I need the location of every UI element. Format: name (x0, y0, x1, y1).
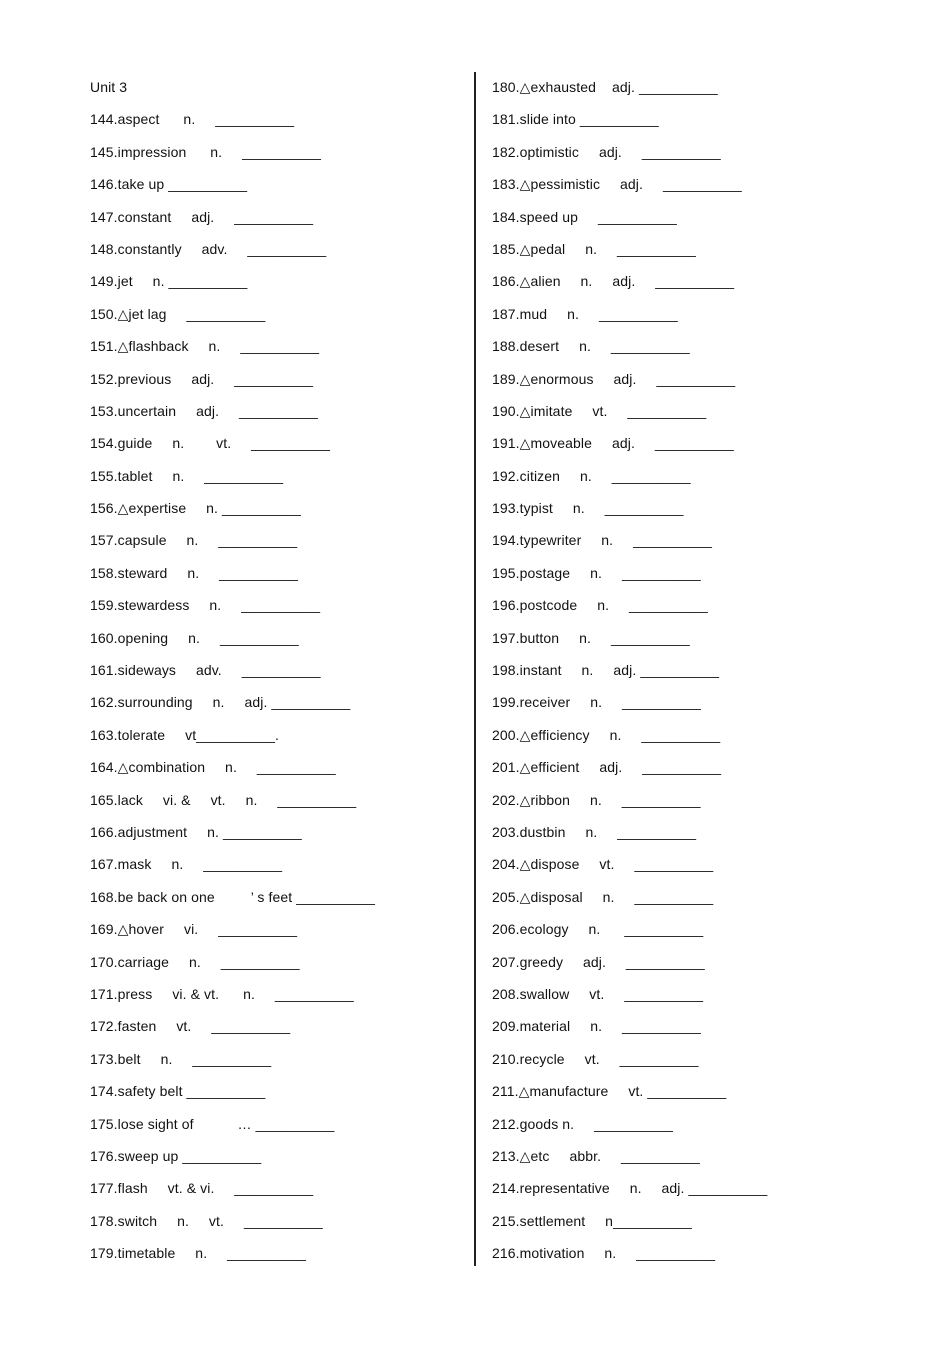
vocab-line: 159.stewardess n. __________ (90, 597, 321, 614)
vocab-line: 163.tolerate vt__________. (90, 726, 280, 743)
vocab-line: 200.△efficiency n. __________ (492, 726, 721, 743)
vocab-line: 165.lack vi. & vt. n. __________ (90, 791, 357, 808)
vocab-line: 210.recycle vt. __________ (492, 1050, 699, 1067)
vocab-line: 169.△hover vi. __________ (90, 921, 298, 938)
vocab-line: 189.△enormous adj. __________ (492, 370, 736, 387)
column-divider (474, 72, 476, 1266)
left-column (90, 76, 465, 1274)
vocab-line: 216.motivation n. __________ (492, 1245, 716, 1262)
vocab-line: 174.safety belt __________ (90, 1083, 266, 1100)
vocab-line: 203.dustbin n. __________ (492, 823, 697, 840)
vocab-line: 177.flash vt. & vi. __________ (90, 1180, 314, 1197)
vocab-line: 167.mask n. __________ (90, 856, 283, 873)
vocab-line: 183.△pessimistic adj. __________ (492, 176, 742, 193)
vocab-line: 199.receiver n. __________ (492, 694, 701, 711)
vocab-line: 166.adjustment n. __________ (90, 823, 302, 840)
vocab-line: 211.△manufacture vt. __________ (492, 1083, 727, 1100)
vocab-line: 156.△expertise n. __________ (90, 500, 301, 517)
vocab-line: 208.swallow vt. __________ (492, 985, 704, 1002)
vocab-line: 184.speed up __________ (492, 208, 677, 225)
vocab-line: 206.ecology n. __________ (492, 921, 704, 938)
vocab-line: 209.material n. __________ (492, 1018, 701, 1035)
vocab-line: 157.capsule n. __________ (90, 532, 298, 549)
vocab-line: 190.△imitate vt. __________ (492, 402, 707, 419)
vocab-line: 185.△pedal n. __________ (492, 240, 696, 257)
vocab-line: 161.sideways adv. __________ (90, 662, 321, 679)
vocab-line: 171.press vi. & vt. n. __________ (90, 985, 354, 1002)
vocab-line: 187.mud n. __________ (492, 305, 678, 322)
vocab-line: 164.△combination n. __________ (90, 759, 336, 776)
vocab-line: 179.timetable n. __________ (90, 1245, 306, 1262)
vocab-line: 168.be back on one ’ s feet __________ (90, 888, 376, 905)
vocab-line: 152.previous adj. __________ (90, 370, 314, 387)
vocab-line: 154.guide n. vt. __________ (90, 435, 331, 452)
vocab-line: 180.△exhausted adj. __________ (492, 79, 718, 95)
vocab-line: 148.constantly adv. __________ (90, 240, 327, 257)
vocab-line: 201.△efficient adj. __________ (492, 759, 722, 776)
vocab-line: 192.citizen n. __________ (492, 467, 691, 484)
vocab-line: 207.greedy adj. __________ (492, 953, 705, 970)
vocab-line: 145.impression n. __________ (90, 143, 321, 160)
vocab-line: 162.surrounding n. adj. __________ (90, 694, 351, 711)
vocab-line: 176.sweep up __________ (90, 1147, 262, 1164)
vocab-line: 153.uncertain adj. __________ (90, 402, 318, 419)
vocab-line: 175.lose sight of … __________ (90, 1115, 335, 1132)
vocab-line: 178.switch n. vt. __________ (90, 1212, 323, 1229)
vocab-line: 158.steward n. __________ (90, 564, 299, 581)
vocab-line: 147.constant adj. __________ (90, 208, 314, 225)
vocab-line: 172.fasten vt. __________ (90, 1018, 291, 1035)
vocab-line: 191.△moveable adj. __________ (492, 435, 734, 452)
right-column (492, 76, 932, 1274)
vocab-line: 173.belt n. __________ (90, 1050, 272, 1067)
vocab-line: 193.typist n. __________ (492, 500, 684, 517)
vocab-line: 186.△alien n. adj. __________ (492, 273, 735, 290)
vocab-line: 151.△flashback n. __________ (90, 338, 320, 355)
vocab-line: 205.△disposal n. __________ (492, 888, 714, 905)
vocab-line: 198.instant n. adj. __________ (492, 662, 720, 679)
vocab-line: 182.optimistic adj. __________ (492, 143, 721, 160)
vocab-line: 170.carriage n. __________ (90, 953, 300, 970)
vocab-line: 212.goods n. __________ (492, 1115, 673, 1132)
vocab-line: 204.△dispose vt. __________ (492, 856, 714, 873)
vocab-line: 194.typewriter n. __________ (492, 532, 712, 549)
vocab-line: 150.△jet lag __________ (90, 305, 266, 322)
vocab-line: 160.opening n. __________ (90, 629, 299, 646)
vocab-line: 155.tablet n. __________ (90, 467, 284, 484)
vocab-line: 149.jet n. __________ (90, 273, 248, 290)
vocab-line: 196.postcode n. __________ (492, 597, 708, 614)
vocab-line: 213.△etc abbr. __________ (492, 1147, 700, 1164)
vocab-line: 202.△ribbon n. __________ (492, 791, 701, 808)
unit-heading: Unit 3 (90, 79, 128, 95)
vocab-line: 146.take up __________ (90, 176, 248, 193)
vocab-line: 214.representative n. adj. __________ (492, 1180, 768, 1197)
vocab-line: 197.button n. __________ (492, 629, 690, 646)
vocab-line: 195.postage n. __________ (492, 564, 701, 581)
vocab-line: 144.aspect n. __________ (90, 111, 295, 128)
vocab-line: 181.slide into __________ (492, 111, 659, 128)
vocab-line: 215.settlement n__________ (492, 1212, 692, 1229)
vocab-line: 188.desert n. __________ (492, 338, 690, 355)
